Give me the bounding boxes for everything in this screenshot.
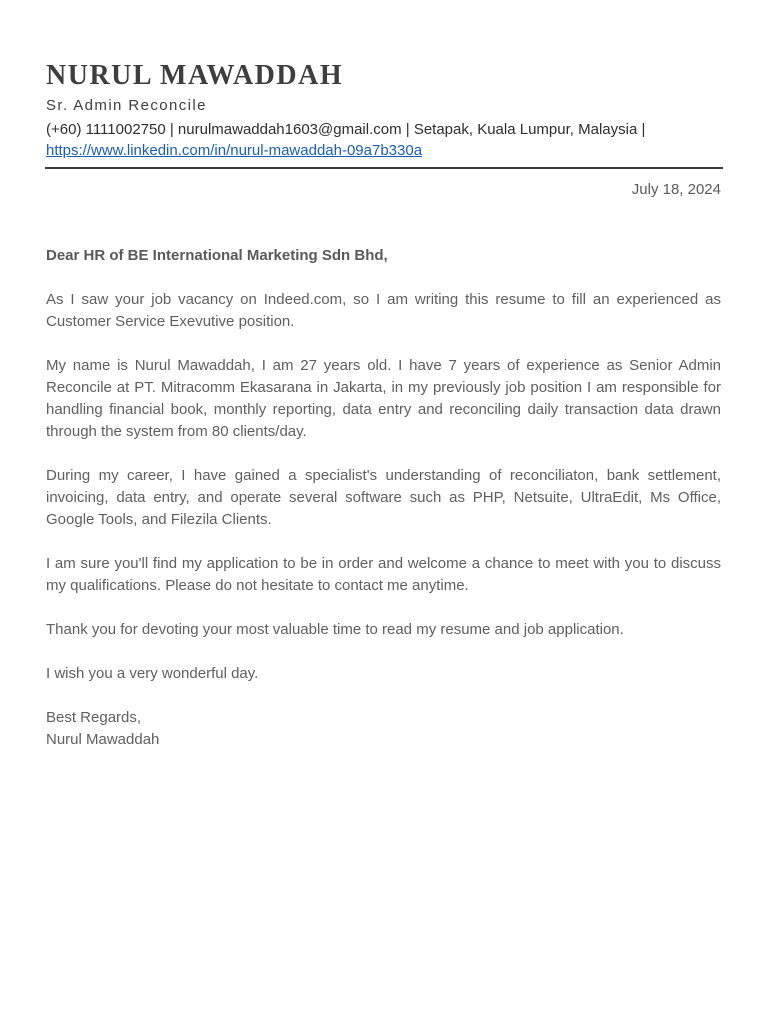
applicant-name: NURUL MAWADDAH (46, 60, 344, 91)
paragraph-experience: My name is Nurul Mawaddah, I am 27 years old. I have 7 years of experience as Senior Admin Reconcile at PT. Mitracomm Ekasarana in Jakarta, in my previously job position I am responsible for handling financial book, monthly reporting, data entry and reconciling daily transaction data drawn through the system from 80 clients/day. (46, 357, 721, 440)
closing: Best Regards, (46, 709, 142, 726)
paragraph-request: I am sure you'll find my application to be in order and welcome a chance to meet with you to discuss my qualifications. Please do not hesitate to contact me anytime. (46, 555, 721, 594)
paragraph-intro: As I saw your job vacancy on Indeed.com, so I am writing this resume to fill an experienced as Customer Service Exevutive position. (46, 291, 721, 330)
header-divider (45, 167, 723, 169)
letter-body (46, 245, 721, 751)
salutation: Dear HR of BE International Marketing Sdn Bhd, (46, 247, 388, 264)
letter-header (46, 58, 722, 161)
paragraph-wish: I wish you a very wonderful day. (46, 665, 259, 682)
paragraph-thanks: Thank you for devoting your most valuable time to read my resume and job application. (46, 621, 624, 638)
paragraph-skills: During my career, I have gained a specialist's understanding of reconciliaton, bank settlement, invoicing, data entry, and operate several software such as PHP, Netsuite, UltraEdit, Ms Office, Google Tools, and Filezila Clients. (46, 467, 721, 528)
applicant-title: Sr. Admin Reconcile (46, 97, 207, 114)
linkedin-link[interactable]: https://www.linkedin.com/in/nurul-mawaddah-09a7b330a (46, 142, 423, 159)
contact-info (46, 119, 722, 161)
contact-line: (+60) 1111002750 | nurulmawaddah1603@gmail.com | Setapak, Kuala Lumpur, Malaysia | (46, 121, 646, 138)
signature: Nurul Mawaddah (46, 731, 160, 748)
letter-date: July 18, 2024 (631, 181, 721, 198)
